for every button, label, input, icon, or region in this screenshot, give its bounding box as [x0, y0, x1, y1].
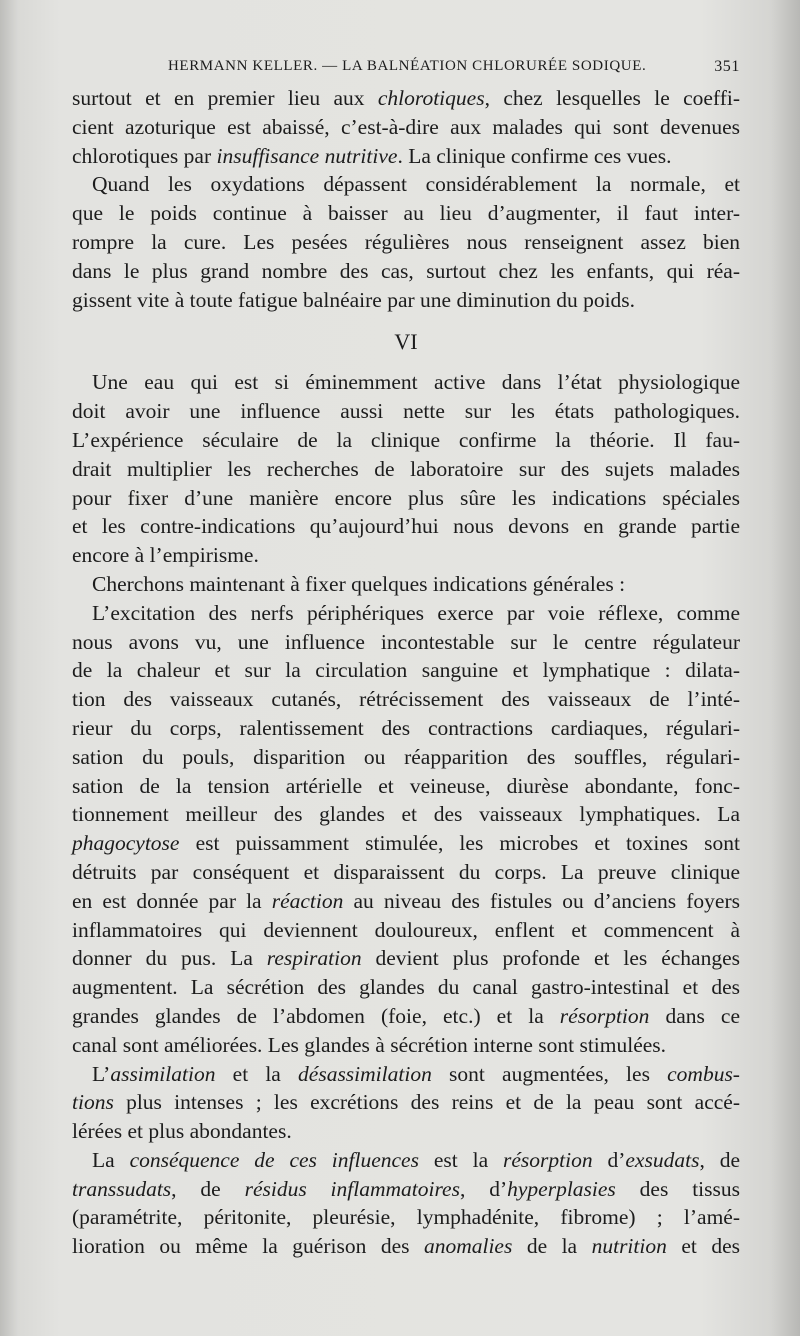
paragraph-oxydations	[72, 170, 740, 314]
line-text: en est donnée par la	[72, 888, 272, 913]
italic-text: respiration	[266, 946, 362, 971]
text-line	[72, 170, 740, 199]
italic-text: réaction	[271, 888, 344, 913]
text-line	[72, 541, 740, 570]
line-text: donner du pus. La	[72, 946, 267, 971]
line-text: La	[92, 1147, 130, 1172]
line-text: lioration ou même la guérison des	[72, 1234, 424, 1259]
text-line	[72, 84, 740, 113]
line-text: de la chaleur et sur la circulation sanguine et lymphatique : dilata-	[72, 658, 740, 683]
italic-text: exsudats	[625, 1147, 700, 1172]
line-text: gissent vite à toute fatigue balnéaire par une diminution du poids.	[72, 287, 636, 312]
italic-text: tions	[72, 1090, 114, 1115]
italic-text: désassimilation	[298, 1061, 432, 1086]
text-line	[72, 1088, 740, 1117]
line-text: (paramétrite, péritonite, pleurésie, lymphadénite, fibrome) ; l’amé-	[72, 1205, 740, 1230]
line-text: au niveau des fistules ou d’anciens foyers	[343, 888, 740, 913]
line-text: est puissamment stimulée, les microbes et toxines sont	[179, 831, 740, 856]
line-text: drait multiplier les recherches de laboratoire sur des sujets malades	[72, 456, 740, 481]
line-text: Une eau qui est si éminemment active dans l’état physiologique	[92, 370, 740, 395]
running-title: HERMANN KELLER. — LA BALNÉATION CHLORURÉE SODIQUE.	[168, 58, 647, 74]
line-text: dans ce	[649, 1003, 740, 1028]
line-text: d’	[592, 1147, 626, 1172]
text-line	[72, 887, 740, 916]
italic-text: nutrition	[591, 1234, 667, 1259]
line-text: de la	[512, 1234, 592, 1259]
italic-text: anomalies	[423, 1234, 513, 1259]
body-text	[72, 84, 740, 1261]
text-line	[72, 397, 740, 426]
italic-text: résorption	[503, 1147, 593, 1172]
text-line	[72, 944, 740, 973]
line-text: , de	[699, 1147, 740, 1172]
text-line	[72, 973, 740, 1002]
line-text: encore à l’empirisme.	[72, 543, 259, 568]
text-line	[72, 142, 740, 171]
paragraph-assimilation	[72, 1060, 740, 1146]
line-text: et la	[215, 1061, 299, 1086]
text-line	[72, 772, 740, 801]
line-text: , de	[171, 1176, 245, 1201]
paragraph-chlorotiques	[72, 84, 740, 170]
text-line	[72, 829, 740, 858]
text-line	[72, 1175, 740, 1204]
text-line	[72, 916, 740, 945]
paragraph-excitation	[72, 599, 740, 1060]
line-text: pour fixer d’une manière encore plus sûre les indications spéciales	[72, 485, 740, 510]
line-text: plus intenses ; les excrétions des reins et de la peau sont accé-	[113, 1090, 740, 1115]
line-text: des tissus	[615, 1176, 740, 1201]
text-line	[72, 368, 740, 397]
line-text: cient azoturique est abaissé, c’est-à-dire aux malades qui sont devenues	[72, 114, 740, 139]
line-text: inflammatoires qui deviennent douloureux, enflent et commencent à	[72, 917, 740, 942]
line-text: surtout et en premier lieu aux	[72, 86, 378, 110]
text-line	[72, 228, 740, 257]
paragraph-cherchons	[72, 570, 740, 599]
text-line	[72, 714, 740, 743]
text-line	[72, 800, 740, 829]
italic-text: combus-	[667, 1061, 740, 1086]
text-line	[72, 199, 740, 228]
section-heading: VI	[394, 329, 418, 355]
line-text: dans le plus grand nombre des cas, surtout chez les enfants, qui réa-	[72, 258, 740, 283]
italic-text: insuffisance nutritive	[216, 143, 398, 168]
line-text: grandes glandes de l’abdomen (foie, etc.) et la	[72, 1003, 560, 1028]
line-text: et des	[666, 1234, 740, 1259]
line-text: est la	[418, 1147, 503, 1172]
paragraph-consequence	[72, 1146, 740, 1261]
text-line	[72, 455, 740, 484]
text-line	[72, 1060, 740, 1089]
line-text: L’expérience séculaire de la clinique confirme la théorie. Il fau-	[72, 427, 740, 452]
text-line	[72, 858, 740, 887]
italic-text: phagocytose	[72, 831, 180, 856]
italic-text: résidus inflammatoires	[244, 1176, 460, 1201]
line-text: sation du pouls, disparition ou réapparition des souffles, régulari-	[72, 744, 740, 769]
line-text: , chez lesquelles le coeffi-	[484, 86, 740, 110]
text-line	[72, 113, 740, 142]
line-text: que le poids continue à baisser au lieu d’augmenter, il faut inter-	[72, 201, 740, 226]
line-text: tionnement meilleur des glandes et des vaisseaux lymphatiques. La	[72, 802, 740, 827]
line-text: lérées et plus abondantes.	[72, 1119, 292, 1144]
running-header	[80, 58, 740, 84]
italic-text: hyperplasies	[507, 1176, 616, 1201]
line-text: doit avoir une influence aussi nette sur les états pathologiques.	[72, 399, 740, 424]
italic-text: chlorotiques	[377, 86, 485, 110]
text-line	[72, 1117, 740, 1146]
line-text: L’	[92, 1061, 111, 1086]
page-number: 351	[714, 58, 740, 75]
text-line	[72, 286, 740, 315]
line-text: détruits par conséquent et disparaissent du corps. La preuve clinique	[72, 859, 740, 884]
text-line	[72, 599, 740, 628]
text-line	[72, 426, 740, 455]
line-text: L’excitation des nerfs périphériques exerce par voie réflexe, comme	[92, 600, 740, 625]
text-line	[72, 257, 740, 286]
text-line	[72, 1203, 740, 1232]
line-text: rieur du corps, ralentissement des contractions cardiaques, régulari-	[72, 715, 740, 740]
text-line	[72, 1002, 740, 1031]
italic-text: transsudats	[72, 1176, 172, 1201]
text-line	[72, 512, 740, 541]
line-text: chlorotiques par	[72, 143, 217, 168]
text-line	[72, 1031, 740, 1060]
text-line	[72, 484, 740, 513]
paragraph-eau-active	[72, 368, 740, 570]
line-text: nous avons vu, une influence incontestable sur le centre régulateur	[72, 629, 740, 654]
line-text: augmentent. La sécrétion des glandes du canal gastro-intestinal et des	[72, 975, 740, 1000]
line-text: Cherchons maintenant à fixer quelques indications générales :	[92, 571, 626, 596]
italic-text: résorption	[559, 1003, 650, 1028]
text-line	[72, 743, 740, 772]
line-text: Quand les oxydations dépassent considérablement la normale, et	[92, 172, 740, 197]
line-text: sation de la tension artérielle et veineuse, diurèse abondante, fonc-	[72, 773, 740, 798]
italic-text: assimilation	[110, 1061, 216, 1086]
italic-text: conséquence de ces influences	[129, 1147, 419, 1172]
text-line	[72, 570, 740, 599]
text-line	[72, 628, 740, 657]
line-text: canal sont améliorées. Les glandes à sécrétion interne sont stimulées.	[72, 1032, 667, 1057]
line-text: tion des vaisseaux cutanés, rétrécissement des vaisseaux de l’inté-	[72, 687, 740, 712]
line-text: sont augmentées, les	[431, 1061, 668, 1086]
text-line	[72, 1146, 740, 1175]
line-text: et les contre-indications qu’aujourd’hui nous devons en grande partie	[72, 514, 740, 539]
text-line	[72, 685, 740, 714]
line-text: devient plus profonde et les échanges	[361, 946, 741, 971]
line-text: . La clinique confirme ces vues.	[397, 143, 672, 168]
text-line	[72, 1232, 740, 1261]
line-text: , d’	[459, 1176, 508, 1201]
line-text: rompre la cure. Les pesées régulières nous renseignent assez bien	[72, 229, 740, 254]
text-line	[72, 656, 740, 685]
